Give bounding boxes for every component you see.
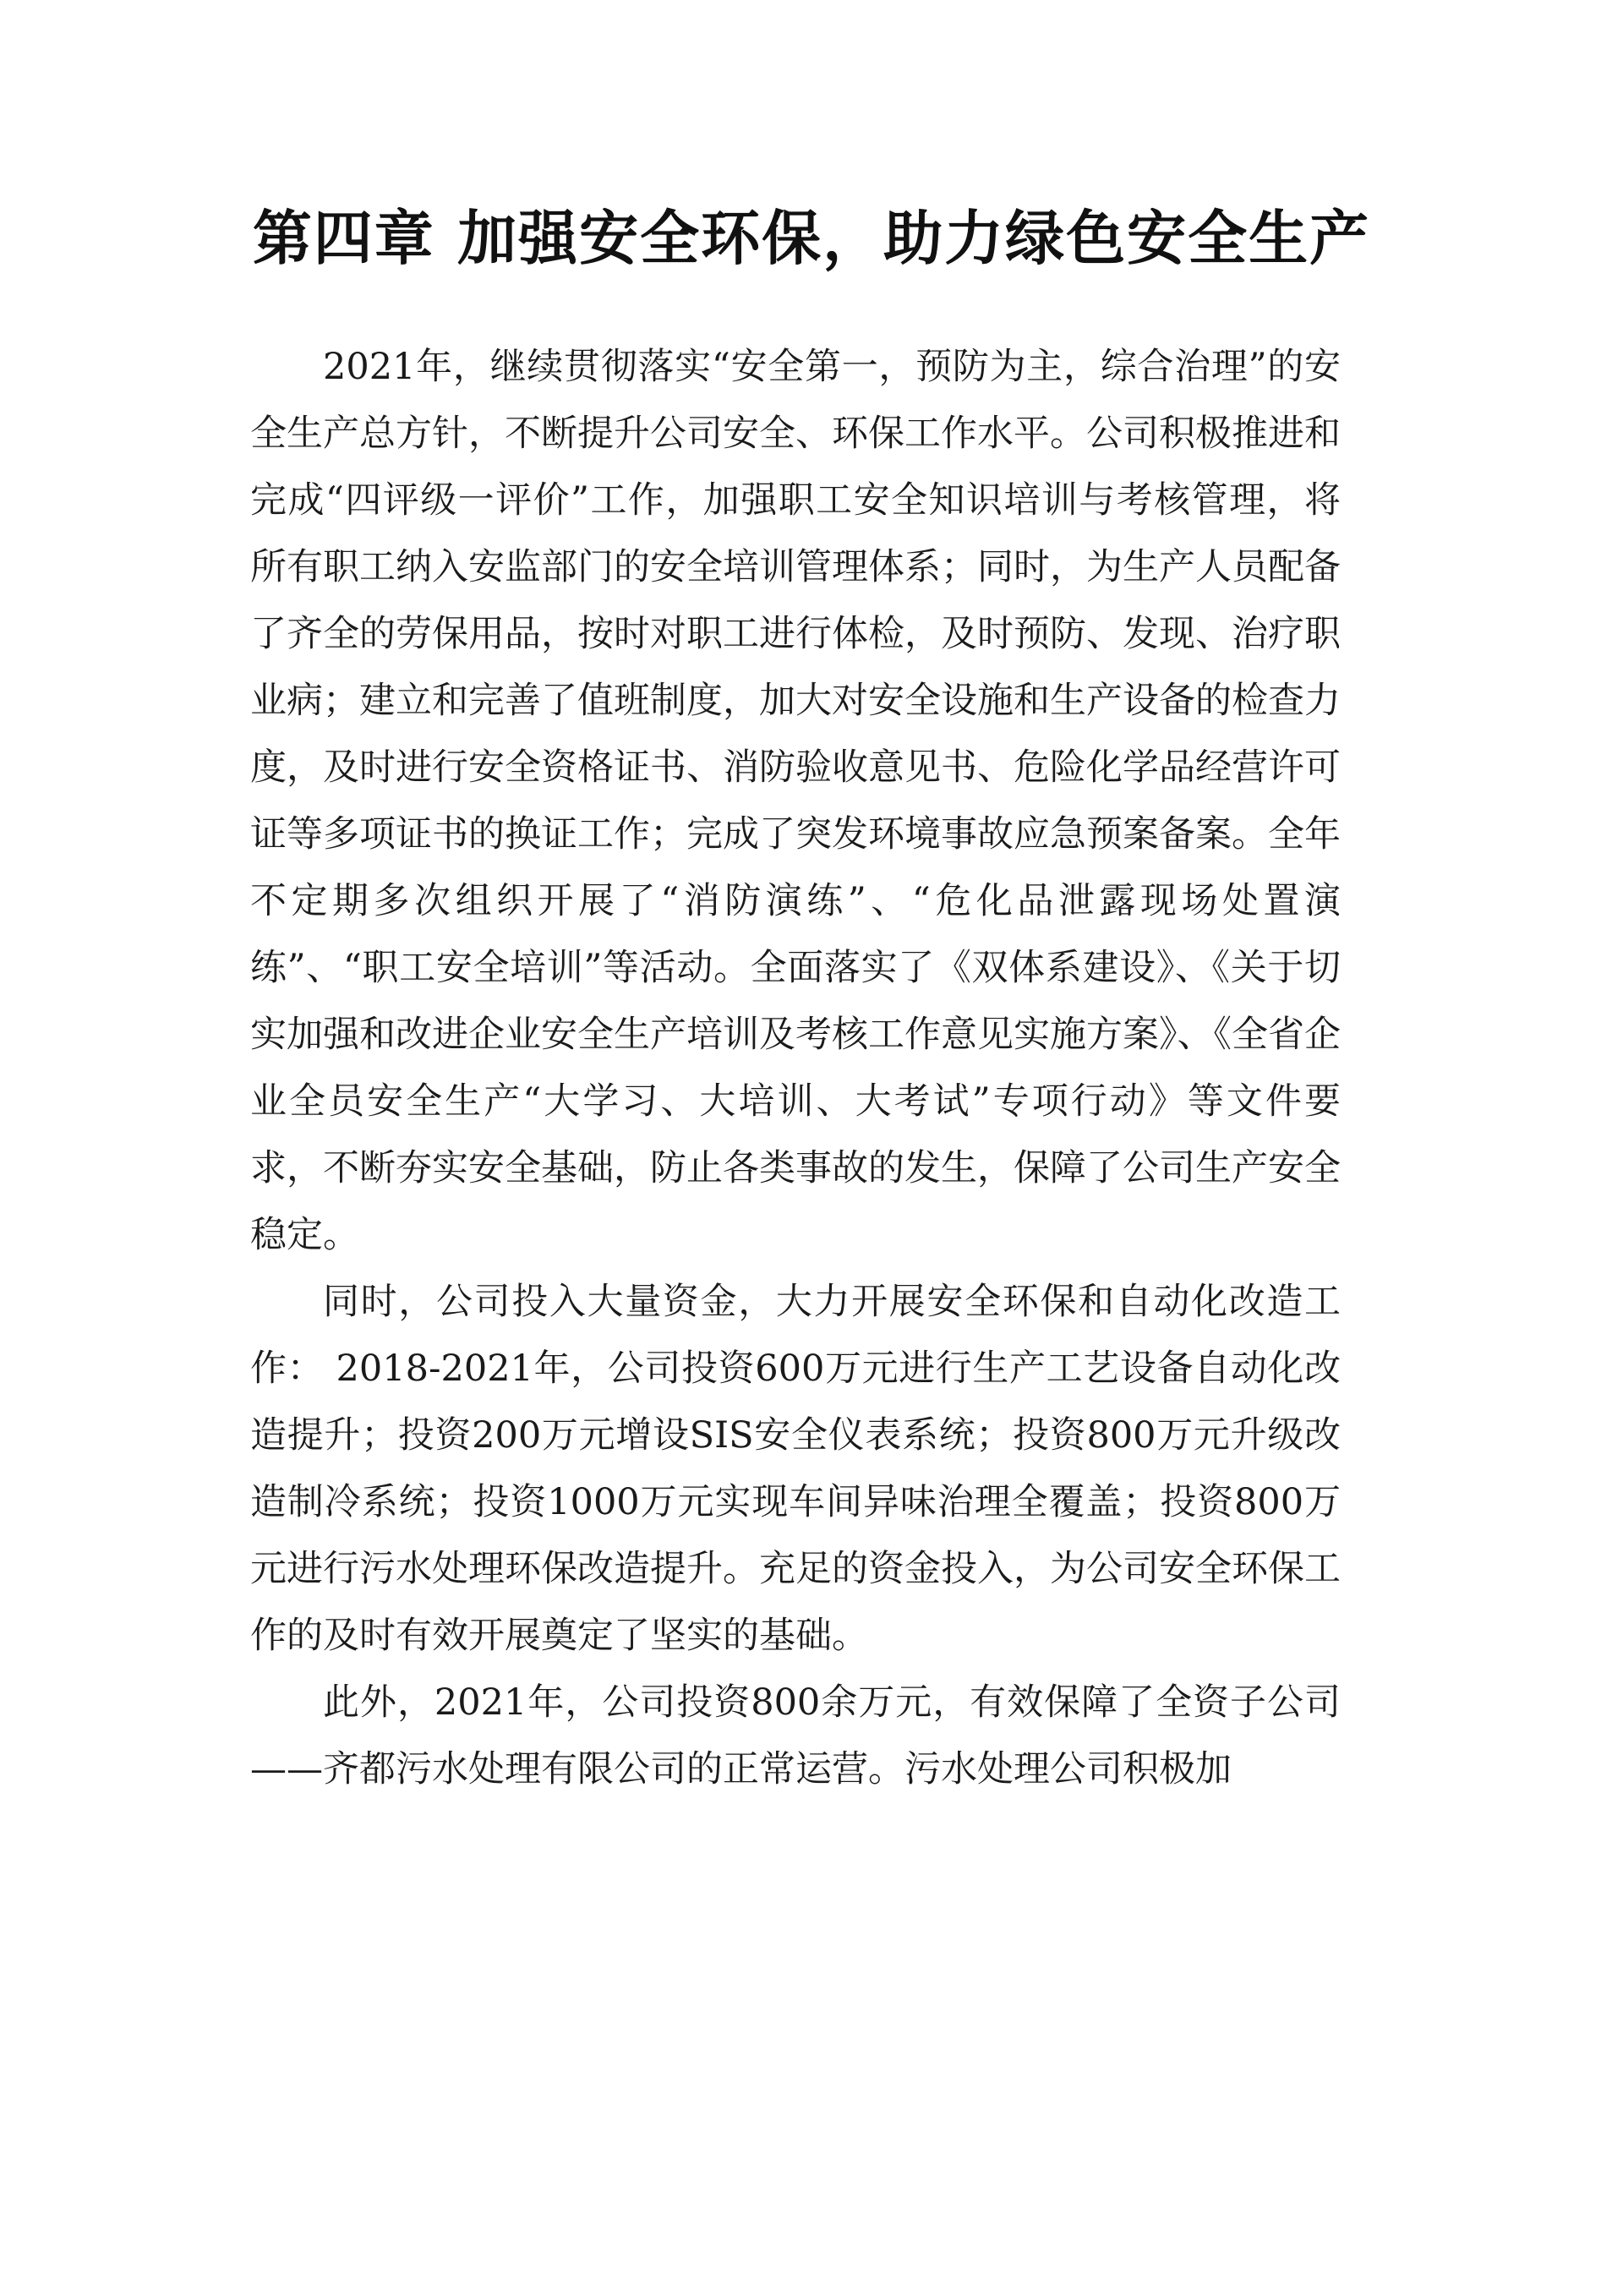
body-text bbox=[250, 334, 1341, 1803]
paragraph-1: 2021年，继续贯彻落实“安全第一，预防为主，综合治理”的安全生产总方针，不断提升公司安全、环保工作水平。公司积极推进和完成“四评级一评价”工作，加强职工安全知识培训与考核管理，将所有职工纳入安监部门的安全培训管理体系；同时，为生产人员配备了齐全的劳保用品，按时对职工进行体检，及时预防、发现、治疗职业病；建立和完善了值班制度，加大对安全设施和生产设备的检查力度，及时进行安全资格证书、消防验收意见书、危险化学品经营许可证等多项证书的换证工作；完成了突发环境事故应急预案备案。全年不定期多次组织开展了“消防演练”、“危化品泄露现场处置演练”、“职工安全培训”等活动。全面落实了《双体系建设》、《关于切实加强和改进企业安全生产培训及考核工作意见实施方案》、《全省企业全员安全生产“大学习、大培训、大考试”专项行动》等文件要求，不断夯实安全基础，防止各类事故的发生，保障了公司生产安全稳定。 bbox=[250, 346, 1341, 1256]
chapter-title: 第四章 加强安全环保，助力绿色安全生产 bbox=[252, 204, 1371, 273]
paragraph-2: 同时，公司投入大量资金，大力开展安全环保和自动化改造工作： 2018-2021年，公司投资600万元进行生产工艺设备自动化改造提升；投资200万元增设SIS安全仪表系统；投资800万元升级改造制冷系统；投资1000万元实现车间异味治理全覆盖；投资800万元进行污水处理环保改造提升。充足的资金投入，为公司安全环保工作的及时有效开展奠定了坚实的基础。 bbox=[250, 1281, 1341, 1657]
paragraph-3: 此外，2021年，公司投资800余万元，有效保障了全资子公司——齐都污水处理有限公司的正常运营。污水处理公司积极加 bbox=[250, 1681, 1341, 1790]
